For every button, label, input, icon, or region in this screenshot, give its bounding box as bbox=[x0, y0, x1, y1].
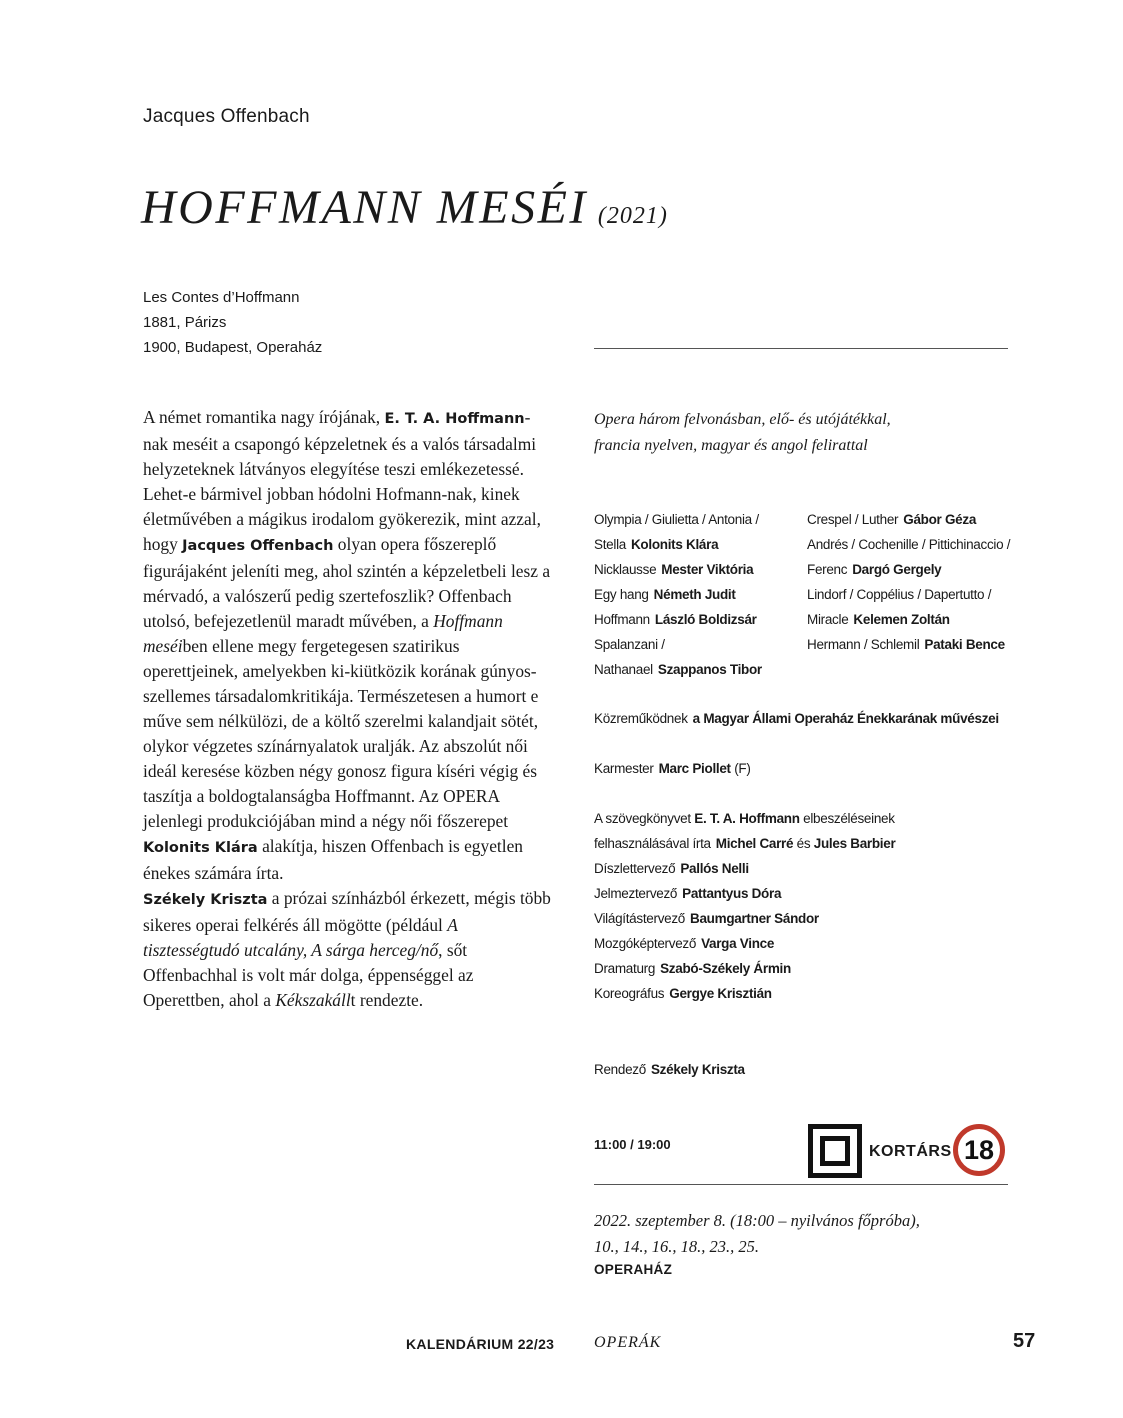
composer-bold: Jacques Offenbach bbox=[182, 538, 334, 554]
cast-row bbox=[594, 632, 764, 657]
work-italic: Kékszakáll bbox=[275, 990, 351, 1010]
original-title: Les Contes d’Hoffmann bbox=[143, 289, 300, 306]
page-number: 57 bbox=[1013, 1330, 1036, 1352]
work-subtitle bbox=[594, 407, 1014, 459]
role: Koreográfus bbox=[594, 986, 665, 1001]
performer: Németh Judit bbox=[653, 587, 736, 602]
role: Dramaturg bbox=[594, 961, 656, 976]
crew-row bbox=[594, 906, 895, 931]
cast-list-right bbox=[807, 507, 1015, 657]
performer: László Boldizsár bbox=[654, 612, 757, 627]
crew-row bbox=[594, 956, 895, 981]
text-run: t rendezte. bbox=[350, 990, 424, 1010]
dates-line: 10., 14., 16., 18., 23., 25. bbox=[594, 1237, 759, 1256]
libretto-line-2 bbox=[594, 831, 895, 856]
text-run: és bbox=[793, 836, 814, 851]
performer: Kolonits Klára bbox=[630, 537, 719, 552]
description-paragraph-1 bbox=[143, 405, 553, 886]
composer-name: Jacques Offenbach bbox=[143, 106, 310, 127]
role: Andrés / Cochenille / Pittichinaccio / bbox=[807, 537, 1011, 552]
text-run: olyan opera főszereplő figurájaként jeleníti meg, ahol szintén a képzeletbeli lesz a mérvadó, a valószerű pedig szertefoszlik? Offenbach utolsó, befejezetlenül maradt művében, a bbox=[143, 534, 551, 631]
budapest-premiere: 1900, Budapest, Operaház bbox=[143, 339, 323, 356]
singer-name: Kolonits Klára bbox=[143, 840, 258, 856]
description bbox=[143, 405, 553, 1013]
text-run: , sőt Offenbachhal is volt már dolga, éppenséggel az Operettben, ahol a bbox=[143, 940, 474, 1010]
cast-row bbox=[594, 507, 764, 532]
librettist: Jules Barbier bbox=[813, 836, 896, 851]
role: Nicklausse bbox=[594, 562, 657, 577]
divider-bottom bbox=[594, 1184, 1008, 1185]
production-year: (2021) bbox=[597, 203, 668, 229]
cast-row bbox=[807, 582, 1015, 607]
work-title-italic: Hoffmann meséi bbox=[143, 611, 503, 656]
librettist: Michel Carré bbox=[715, 836, 794, 851]
title-row bbox=[141, 180, 668, 235]
director-bold: Székely Kriszta bbox=[143, 892, 268, 908]
work-title: HOFFMANN MESÉI bbox=[141, 181, 588, 234]
cast-row bbox=[807, 557, 1015, 582]
crew-row bbox=[594, 931, 895, 956]
author-name: E. T. A. Hoffmann bbox=[694, 811, 800, 826]
crew-list bbox=[594, 806, 895, 1006]
role: Spalanzani / bbox=[594, 637, 665, 652]
role: Mozgóképtervező bbox=[594, 936, 697, 951]
role: Crespel / Luther bbox=[807, 512, 899, 527]
role: Hermann / Schlemil bbox=[807, 637, 920, 652]
cast-list-left bbox=[594, 507, 764, 682]
crew-row bbox=[594, 881, 895, 906]
show-times: 11:00 / 19:00 bbox=[594, 1137, 671, 1152]
text-run: alakítja, hiszen Offenbach is egyetlen énekes számára írta. bbox=[143, 836, 523, 883]
premiere-info bbox=[143, 285, 322, 360]
role: Stella bbox=[594, 537, 626, 552]
author-name: E. T. A. Hoffmann bbox=[384, 411, 525, 427]
person: Pallós Nelli bbox=[680, 861, 749, 876]
performer: Marc Piollet bbox=[658, 761, 731, 776]
cast-row bbox=[594, 557, 764, 582]
cast-row bbox=[807, 632, 1015, 657]
kortars-square-icon bbox=[808, 1124, 862, 1178]
cast-row bbox=[807, 532, 1015, 557]
role: Ferenc bbox=[807, 562, 848, 577]
conductor-credit bbox=[594, 756, 751, 781]
text-run: elbeszéléseinek bbox=[799, 811, 895, 826]
person: Székely Kriszta bbox=[650, 1062, 745, 1077]
director-credit bbox=[594, 1057, 745, 1082]
role: Egy hang bbox=[594, 587, 649, 602]
cast-row bbox=[807, 607, 1015, 632]
libretto-line-1 bbox=[594, 806, 895, 831]
person: Baumgartner Sándor bbox=[690, 911, 819, 926]
performer: Szappanos Tibor bbox=[657, 662, 762, 677]
performance-dates bbox=[594, 1208, 920, 1260]
role: Jelmeztervező bbox=[594, 886, 678, 901]
works-italic: A tisztességtudó utcalány, A sárga herceg/nő bbox=[143, 915, 458, 960]
performer: Gábor Géza bbox=[903, 512, 977, 527]
dates-line: 2022. szeptember 8. (18:00 – nyilvános főpróba), bbox=[594, 1211, 920, 1230]
person: Gergye Krisztián bbox=[669, 986, 772, 1001]
performer: Mester Viktória bbox=[661, 562, 754, 577]
role: Hoffmann bbox=[594, 612, 650, 627]
divider-top bbox=[594, 348, 1008, 349]
cast-row bbox=[594, 532, 764, 557]
crew-row bbox=[594, 856, 895, 881]
role: Rendező bbox=[594, 1062, 646, 1077]
performer: a Magyar Állami Operaház Énekkarának művészei bbox=[692, 711, 999, 726]
text-run: A német romantika nagy írójának, bbox=[143, 407, 385, 427]
footer-section: OPERÁK bbox=[594, 1334, 662, 1351]
age-rating-badge: 18 bbox=[953, 1124, 1005, 1176]
cast-row bbox=[594, 607, 764, 632]
role: Közreműködnek bbox=[594, 711, 688, 726]
text-run: -nak meséit a csapongó képzeletnek és a valós társadalmi helyzeteknek látványos elegyítése teszi emlékezetessé. Lehet-e bármivel jobban hódolni Hofmann-nak, kinek életművében a mágikus irodalom gyökerezik, mint azzal, hogy bbox=[143, 407, 541, 554]
performer: Kelemen Zoltán bbox=[853, 612, 950, 627]
performer: Pataki Bence bbox=[924, 637, 1005, 652]
nationality: (F) bbox=[730, 761, 751, 776]
cast-row bbox=[594, 657, 764, 682]
description-paragraph-2 bbox=[143, 886, 553, 1013]
role: felhasználásával írta bbox=[594, 836, 711, 851]
subtitle-line: Opera három felvonásban, elő- és utójátékkal, bbox=[594, 411, 891, 428]
category-label: KORTÁRS bbox=[869, 1143, 952, 1160]
text-run: A szövegkönyvet bbox=[594, 811, 695, 826]
cast-row bbox=[594, 582, 764, 607]
role: Nathanael bbox=[594, 662, 653, 677]
person: Szabó-Székely Ármin bbox=[660, 961, 791, 976]
subtitle-line: francia nyelven, magyar és angol felirattal bbox=[594, 437, 868, 454]
person: Pattantyus Dóra bbox=[682, 886, 782, 901]
role: Karmester bbox=[594, 761, 654, 776]
crew-row bbox=[594, 981, 895, 1006]
chorus-credit bbox=[594, 706, 999, 731]
role: Lindorf / Coppélius / Dapertutto / bbox=[807, 587, 992, 602]
world-premiere: 1881, Párizs bbox=[143, 314, 227, 331]
text-run: a prózai színházból érkezett, mégis több sikeres operai felkérés áll mögötte (például bbox=[143, 888, 551, 935]
venue: OPERAHÁZ bbox=[594, 1262, 673, 1277]
role: Világítástervező bbox=[594, 911, 686, 926]
footer-publication: KALENDÁRIUM 22/23 bbox=[406, 1336, 555, 1352]
role: Díszlettervező bbox=[594, 861, 676, 876]
cast-row bbox=[807, 507, 1015, 532]
performer: Dargó Gergely bbox=[852, 562, 942, 577]
role: Miracle bbox=[807, 612, 849, 627]
kortars-inner-square bbox=[820, 1136, 850, 1166]
role: Olympia / Giulietta / Antonia / bbox=[594, 512, 759, 527]
text-run: ben ellene megy fergetegesen szatirikus operettjeinek, amelyekben ki-kiütközik korának gúnyos-szellemes társadalomkritikája. Természetesen a humort e műve sem nélkülözi, de a költő szerelmi kalandjait sötét, olykor végzetes színárnyalatok uralják. Az abszolút női ideál keresése közben négy gonosz figura kíséri végig és taszítja a boldogtalanságba Hoffmannt. Az OPERA jelenlegi produkciójában mind a négy női főszerepet bbox=[143, 636, 539, 831]
person: Varga Vince bbox=[701, 936, 775, 951]
